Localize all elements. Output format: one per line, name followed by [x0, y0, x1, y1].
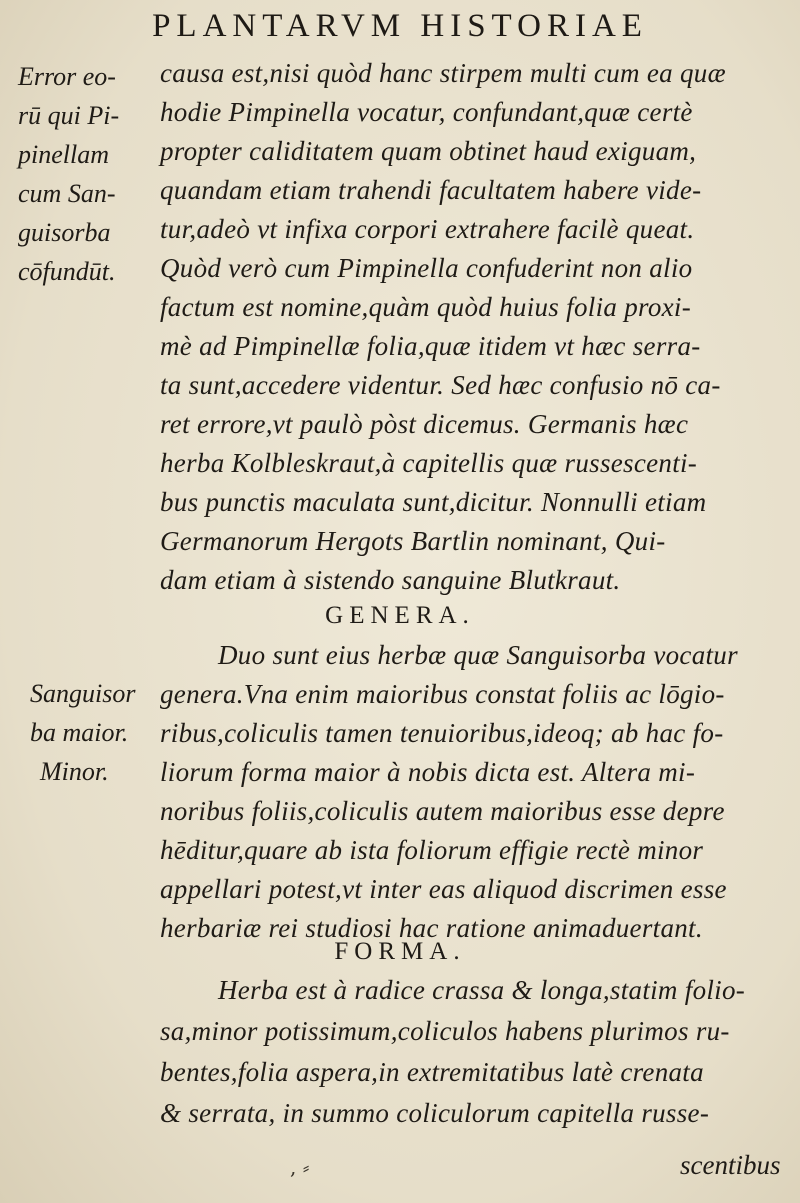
margin-note: Sanguisor [30, 679, 136, 708]
text-line: Duo sunt eius herbæ quæ Sanguisorba vocatur [218, 640, 738, 670]
text-line: ribus,coliculis tamen tenuioribus,ideoq; ab hac fo- [160, 718, 724, 748]
margin-note: cum San- [18, 179, 116, 208]
margin-note: pinellam [18, 140, 109, 169]
margin-note: Minor. [40, 757, 109, 786]
text-line: hodie Pimpinella vocatur, confundant,quæ certè [160, 97, 693, 127]
text-line: noribus foliis,coliculis autem maioribus esse depre [160, 796, 725, 826]
text-line: sa,minor potissimum,coliculos habens plurimos ru- [160, 1016, 730, 1046]
text-line: dam etiam à sistendo sanguine Blutkraut. [160, 565, 621, 595]
text-line: quandam etiam trahendi facultatem habere vide- [160, 175, 702, 205]
margin-note: Error eo- [18, 62, 116, 91]
text-line: herba Kolbleskraut,à capitellis quæ russescenti- [160, 448, 698, 478]
text-line: Quòd verò cum Pimpinella confuderint non alio [160, 253, 693, 283]
printer-marks: , ⸗ [290, 1155, 310, 1179]
catchword: scentibus [680, 1150, 781, 1180]
text-line: factum est nomine,quàm quòd huius folia proxi- [160, 292, 692, 322]
text-line: mè ad Pimpinellæ folia,quæ itidem vt hæc serra- [160, 331, 701, 361]
margin-note: cōfundūt. [18, 257, 116, 286]
text-line: propter caliditatem quam obtinet haud exiguam, [160, 136, 697, 166]
text-line: & serrata, in summo coliculorum capitella russe- [160, 1098, 710, 1128]
text-line: Herba est à radice crassa & longa,statim folio- [218, 975, 746, 1005]
text-line: hēditur,quare ab ista foliorum effigie rectè minor [160, 835, 704, 865]
text-line: ret errore,vt paulò pòst dicemus. Germanis hæc [160, 409, 689, 439]
margin-note: rū qui Pi- [18, 101, 120, 130]
text-line: herbariæ rei studiosi hac ratione animaduertant. [160, 913, 703, 943]
text-line: tur,adeò vt infixa corpori extrahere facilè queat. [160, 214, 695, 244]
margin-note: ba maior. [30, 718, 129, 747]
text-line: Germanorum Hergots Bartlin nominant, Qui- [160, 526, 666, 556]
margin-note: guisorba [18, 218, 111, 247]
text-line: appellari potest,vt inter eas aliquod discrimen esse [160, 874, 727, 904]
text-line: bus punctis maculata sunt,dicitur. Nonnulli etiam [160, 487, 707, 517]
section-heading-forma: FORMA. [334, 938, 466, 965]
text-line: ta sunt,accedere videntur. Sed hæc confusio nō ca- [160, 370, 721, 400]
text-line: bentes,folia aspera,in extremitatibus latè crenata [160, 1057, 704, 1087]
text-line: causa est,nisi quòd hanc stirpem multi cum ea quæ [160, 58, 726, 88]
running-header: PLANTARVM HISTORIAE [152, 8, 648, 44]
section-heading-genera: GENERA. [325, 602, 475, 629]
text-line: liorum forma maior à nobis dicta est. Altera mi- [160, 757, 696, 787]
text-line: genera.Vna enim maioribus constat foliis ac lōgio- [160, 679, 725, 709]
